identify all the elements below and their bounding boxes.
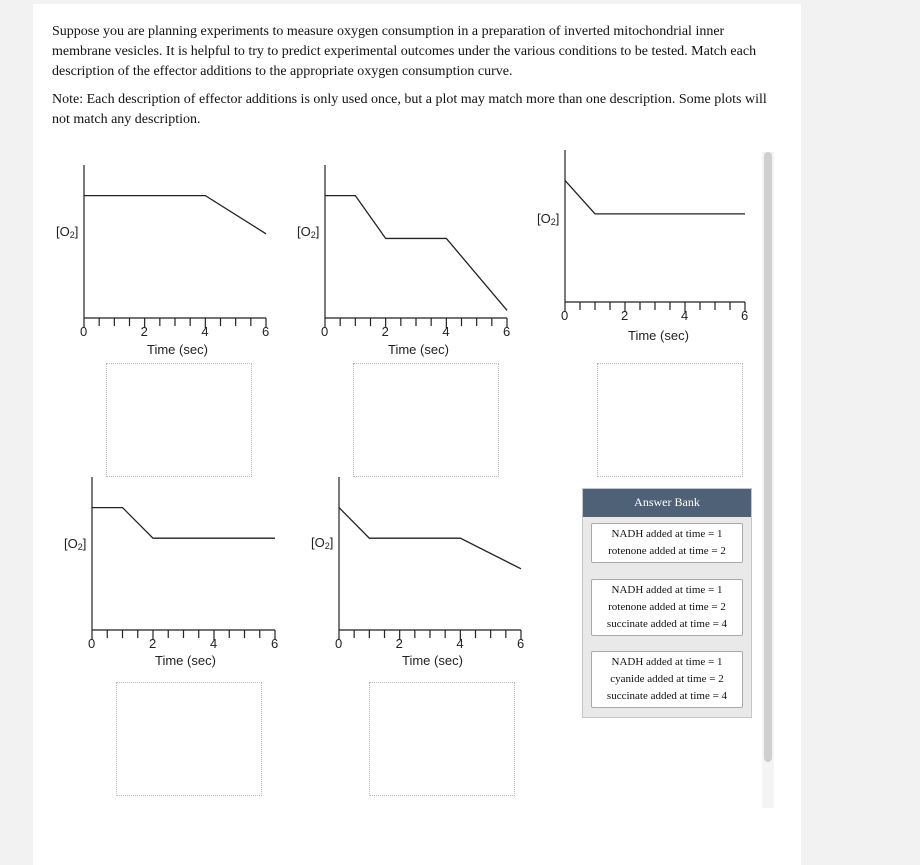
x-tick-label: 6 [271, 636, 279, 651]
x-tick-label: 0 [335, 636, 343, 651]
y-axis-label: [O2] [56, 224, 79, 240]
x-tick-label: 4 [442, 324, 450, 339]
x-tick-label: 4 [681, 308, 689, 323]
answer-chip-2[interactable] [591, 579, 743, 636]
x-tick-label: 0 [321, 324, 329, 339]
answer-chip-line: cyanide added at time = 2 [610, 673, 724, 685]
answer-chip-1[interactable] [591, 523, 743, 563]
x-tick-label: 2 [395, 636, 403, 651]
answer-chip-line: succinate added at time = 4 [606, 690, 728, 702]
drop-target-plot-3[interactable] [597, 363, 743, 477]
x-axis-label: Time (sec) [628, 328, 689, 343]
x-tick-label: 0 [80, 324, 88, 339]
x-tick-label: 0 [561, 308, 569, 323]
x-tick-label: 6 [262, 324, 270, 339]
question-note: Note: Each description of effector additions is only used once, but a plot may match more than one description. Some plots will not match any description. [52, 92, 767, 127]
drop-target-plot-5[interactable] [369, 682, 515, 796]
x-axis-label: Time (sec) [402, 653, 463, 668]
x-tick-label: 4 [210, 636, 218, 651]
x-tick-label: 0 [88, 636, 96, 651]
y-axis-label: [O2] [297, 224, 320, 240]
x-tick-label: 6 [517, 636, 525, 651]
x-tick-label: 2 [140, 324, 148, 339]
answer-bank [582, 488, 752, 718]
x-tick-label: 2 [381, 324, 389, 339]
x-tick-label: 6 [503, 324, 511, 339]
drop-target-plot-4[interactable] [116, 682, 262, 796]
drop-target-plot-1[interactable] [106, 363, 252, 477]
answer-chip-line: rotenone added at time = 2 [608, 601, 726, 613]
y-axis-label: [O2] [64, 536, 87, 552]
y-axis-label: [O2] [537, 211, 560, 227]
answer-chip-3[interactable] [591, 651, 743, 708]
answer-chip-line: NADH added at time = 1 [611, 584, 723, 596]
answer-bank-title: Answer Bank [583, 489, 751, 517]
answer-chip-line: NADH added at time = 1 [611, 528, 723, 540]
x-axis-label: Time (sec) [147, 342, 208, 357]
drop-target-plot-2[interactable] [353, 363, 499, 477]
x-axis-label: Time (sec) [155, 653, 216, 668]
answer-chip-line: rotenone added at time = 2 [608, 545, 726, 557]
answer-chip-line: NADH added at time = 1 [611, 656, 723, 668]
scrollbar-thumb[interactable] [764, 152, 772, 762]
x-tick-label: 6 [741, 308, 749, 323]
y-axis-label: [O2] [311, 535, 334, 551]
answer-chip-line: succinate added at time = 4 [606, 618, 728, 630]
x-axis-label: Time (sec) [388, 342, 449, 357]
question-text: Suppose you are planning experiments to measure oxygen consumption in a preparation of inverted mitochondrial inner membrane vesicles. It is helpful to try to predict experimental outcomes under the various conditions to be tested. Match each description of the effector additions to the appropriate oxygen consumption curve. [52, 24, 757, 79]
x-tick-label: 2 [621, 308, 629, 323]
x-tick-label: 2 [149, 636, 157, 651]
x-tick-label: 4 [201, 324, 209, 339]
x-tick-label: 4 [456, 636, 464, 651]
